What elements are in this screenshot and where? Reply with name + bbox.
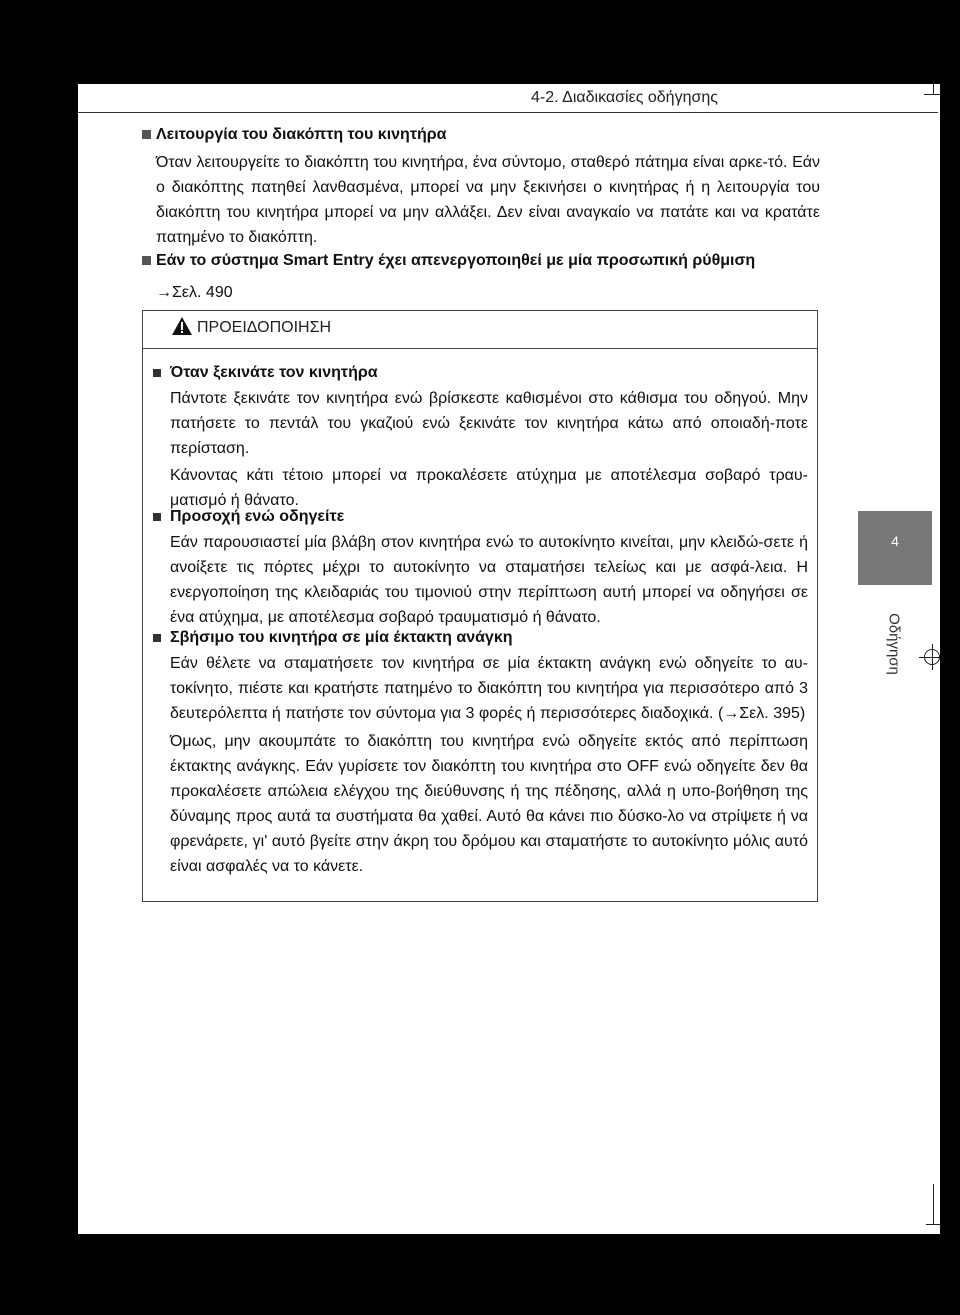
- bullet-square-icon: [153, 634, 161, 642]
- warning-paragraph: Κάνοντας κάτι τέτοιο μπορεί να προκαλέσετε ατύχημα με αποτέλεσμα σοβαρό τραυ-ματισμό ή θάνατο.: [170, 467, 808, 509]
- crop-mark-top-right: [933, 84, 934, 94]
- warning-item-title: Σβήσιμο του κινητήρα σε μία έκτακτη ανάγκη: [170, 629, 513, 646]
- section-title: Εάν το σύστημα Smart Entry έχει απενεργοποιηθεί με μία προσωπική ρύθμιση: [156, 252, 756, 269]
- warning-paragraph: Πάντοτε ξεκινάτε τον κινητήρα ενώ βρίσκεστε καθισμένοι στο κάθισμα του οδηγού. Μην πατήσετε το πεντάλ του γκαζιού ενώ ξεκινάτε τον κινητήρα κάτω από οποιαδή-ποτε περίσταση.: [170, 390, 808, 457]
- section-heading: [142, 250, 820, 272]
- crop-mark-right-bottom: [926, 1224, 940, 1225]
- warning-item-heading: [153, 362, 808, 384]
- bullet-square-icon: [142, 256, 151, 265]
- warning-item-caution-driving: [153, 506, 808, 630]
- warning-item-heading: [153, 506, 808, 528]
- bullet-square-icon: [142, 130, 151, 139]
- warning-paragraph: Εάν θέλετε να σταματήσετε τον κινητήρα σε μία έκτακτη ανάγκη ενώ οδηγείτε το αυ-τοκίνητο, πιέστε και κρατήστε πατημένο το διακόπτη του κινητήρα για περισσότερο από 3 δευτερόλεπτα ή πατήστε τον σύντομα για 3 φορές ή περισσότερες διαδοχικά. (→Σελ. 395): [170, 655, 808, 722]
- warning-item-heading: [153, 627, 808, 649]
- crop-mark-right-top: [924, 94, 940, 95]
- header-section-title: 4-2. Διαδικασίες οδήγησης: [531, 89, 718, 106]
- warning-paragraph: Εάν παρουσιαστεί μία βλάβη στον κινητήρα ενώ το αυτοκίνητο κινείται, μην κλειδώ-σετε ή ανοίξετε τις πόρτες μέχρι το αυτοκίνητο να σταματήσει τελείως και με ασφά-λεια. Η ενεργοποίηση της κλειδαριάς του τιμονιού στην περίπτωση αυτή μπορεί να οδηγήσει σε ένα ατύχημα, με αποτέλεσμα σοβαρό τραυματισμό ή θάνατο.: [170, 534, 808, 626]
- header-rule: [78, 112, 938, 113]
- section-heading: [142, 124, 820, 146]
- section-engine-switch-operation: [142, 124, 820, 250]
- registration-mark-icon: [924, 649, 940, 665]
- chapter-tab: [858, 511, 932, 585]
- section-body: Όταν λειτουργείτε το διακόπτη του κινητήρα, ένα σύντομο, σταθερό πάτημα είναι αρκε-τό. Εάν ο διακόπτης πατηθεί λανθασμένα, μπορεί να μην ξεκινήσει ο κινητήρας ή η λειτουργία του διακόπτη του κινητήρα μπορεί να μην αλλάξει. Δεν είναι αναγκαίο να πατάτε και να κρατάτε πατημένο το διακόπτη.: [156, 154, 820, 246]
- warning-item-starting-engine: [153, 362, 808, 513]
- chapter-number: 4: [891, 533, 899, 549]
- page-reference: →Σελ. 490: [156, 284, 233, 301]
- bullet-square-icon: [153, 369, 161, 377]
- warning-item-emergency-stop: [153, 627, 808, 879]
- section-title: Λειτουργία του διακόπτη του κινητήρα: [156, 126, 447, 143]
- warning-box: [142, 310, 818, 902]
- warning-item-title: Προσοχή ενώ οδηγείτε: [170, 508, 345, 525]
- warning-triangle-icon: [171, 316, 193, 336]
- manual-page: [78, 84, 940, 1234]
- warning-paragraph: Όμως, μην ακουμπάτε το διακόπτη του κινητήρα ενώ οδηγείτε εκτός από περίπτωση έκτακτης ανάγκης. Εάν γυρίσετε τον διακόπτη του κινητήρα στο OFF ενώ οδηγείτε δεν θα προκαλέσετε απώλεια ελέγχου της διεύθυνσης ή της πέδησης, αλλά η υπο-βοήθηση της δύναμης προς αυτά τα συστήματα θα χαθεί. Αυτό θα κάνει πιο δύσκο-λο να στρίψετε ή να φρενάρετε, γι' αυτό βγείτε στην άκρη του δρόμου και σταματήστε το αυτοκίνητο μόλις αυτό είναι ασφαλές να το κάνετε.: [170, 733, 808, 875]
- bullet-square-icon: [153, 513, 161, 521]
- crop-mark-bottom-right: [933, 1184, 934, 1224]
- section-smart-entry-disabled: [142, 250, 820, 305]
- chapter-label: Οδήγηση: [885, 613, 903, 675]
- warning-header: [143, 311, 817, 349]
- warning-item-title: Όταν ξεκινάτε τον κινητήρα: [170, 364, 378, 381]
- warning-title: ΠΡΟΕΙΔΟΠΟΙΗΣΗ: [197, 319, 332, 336]
